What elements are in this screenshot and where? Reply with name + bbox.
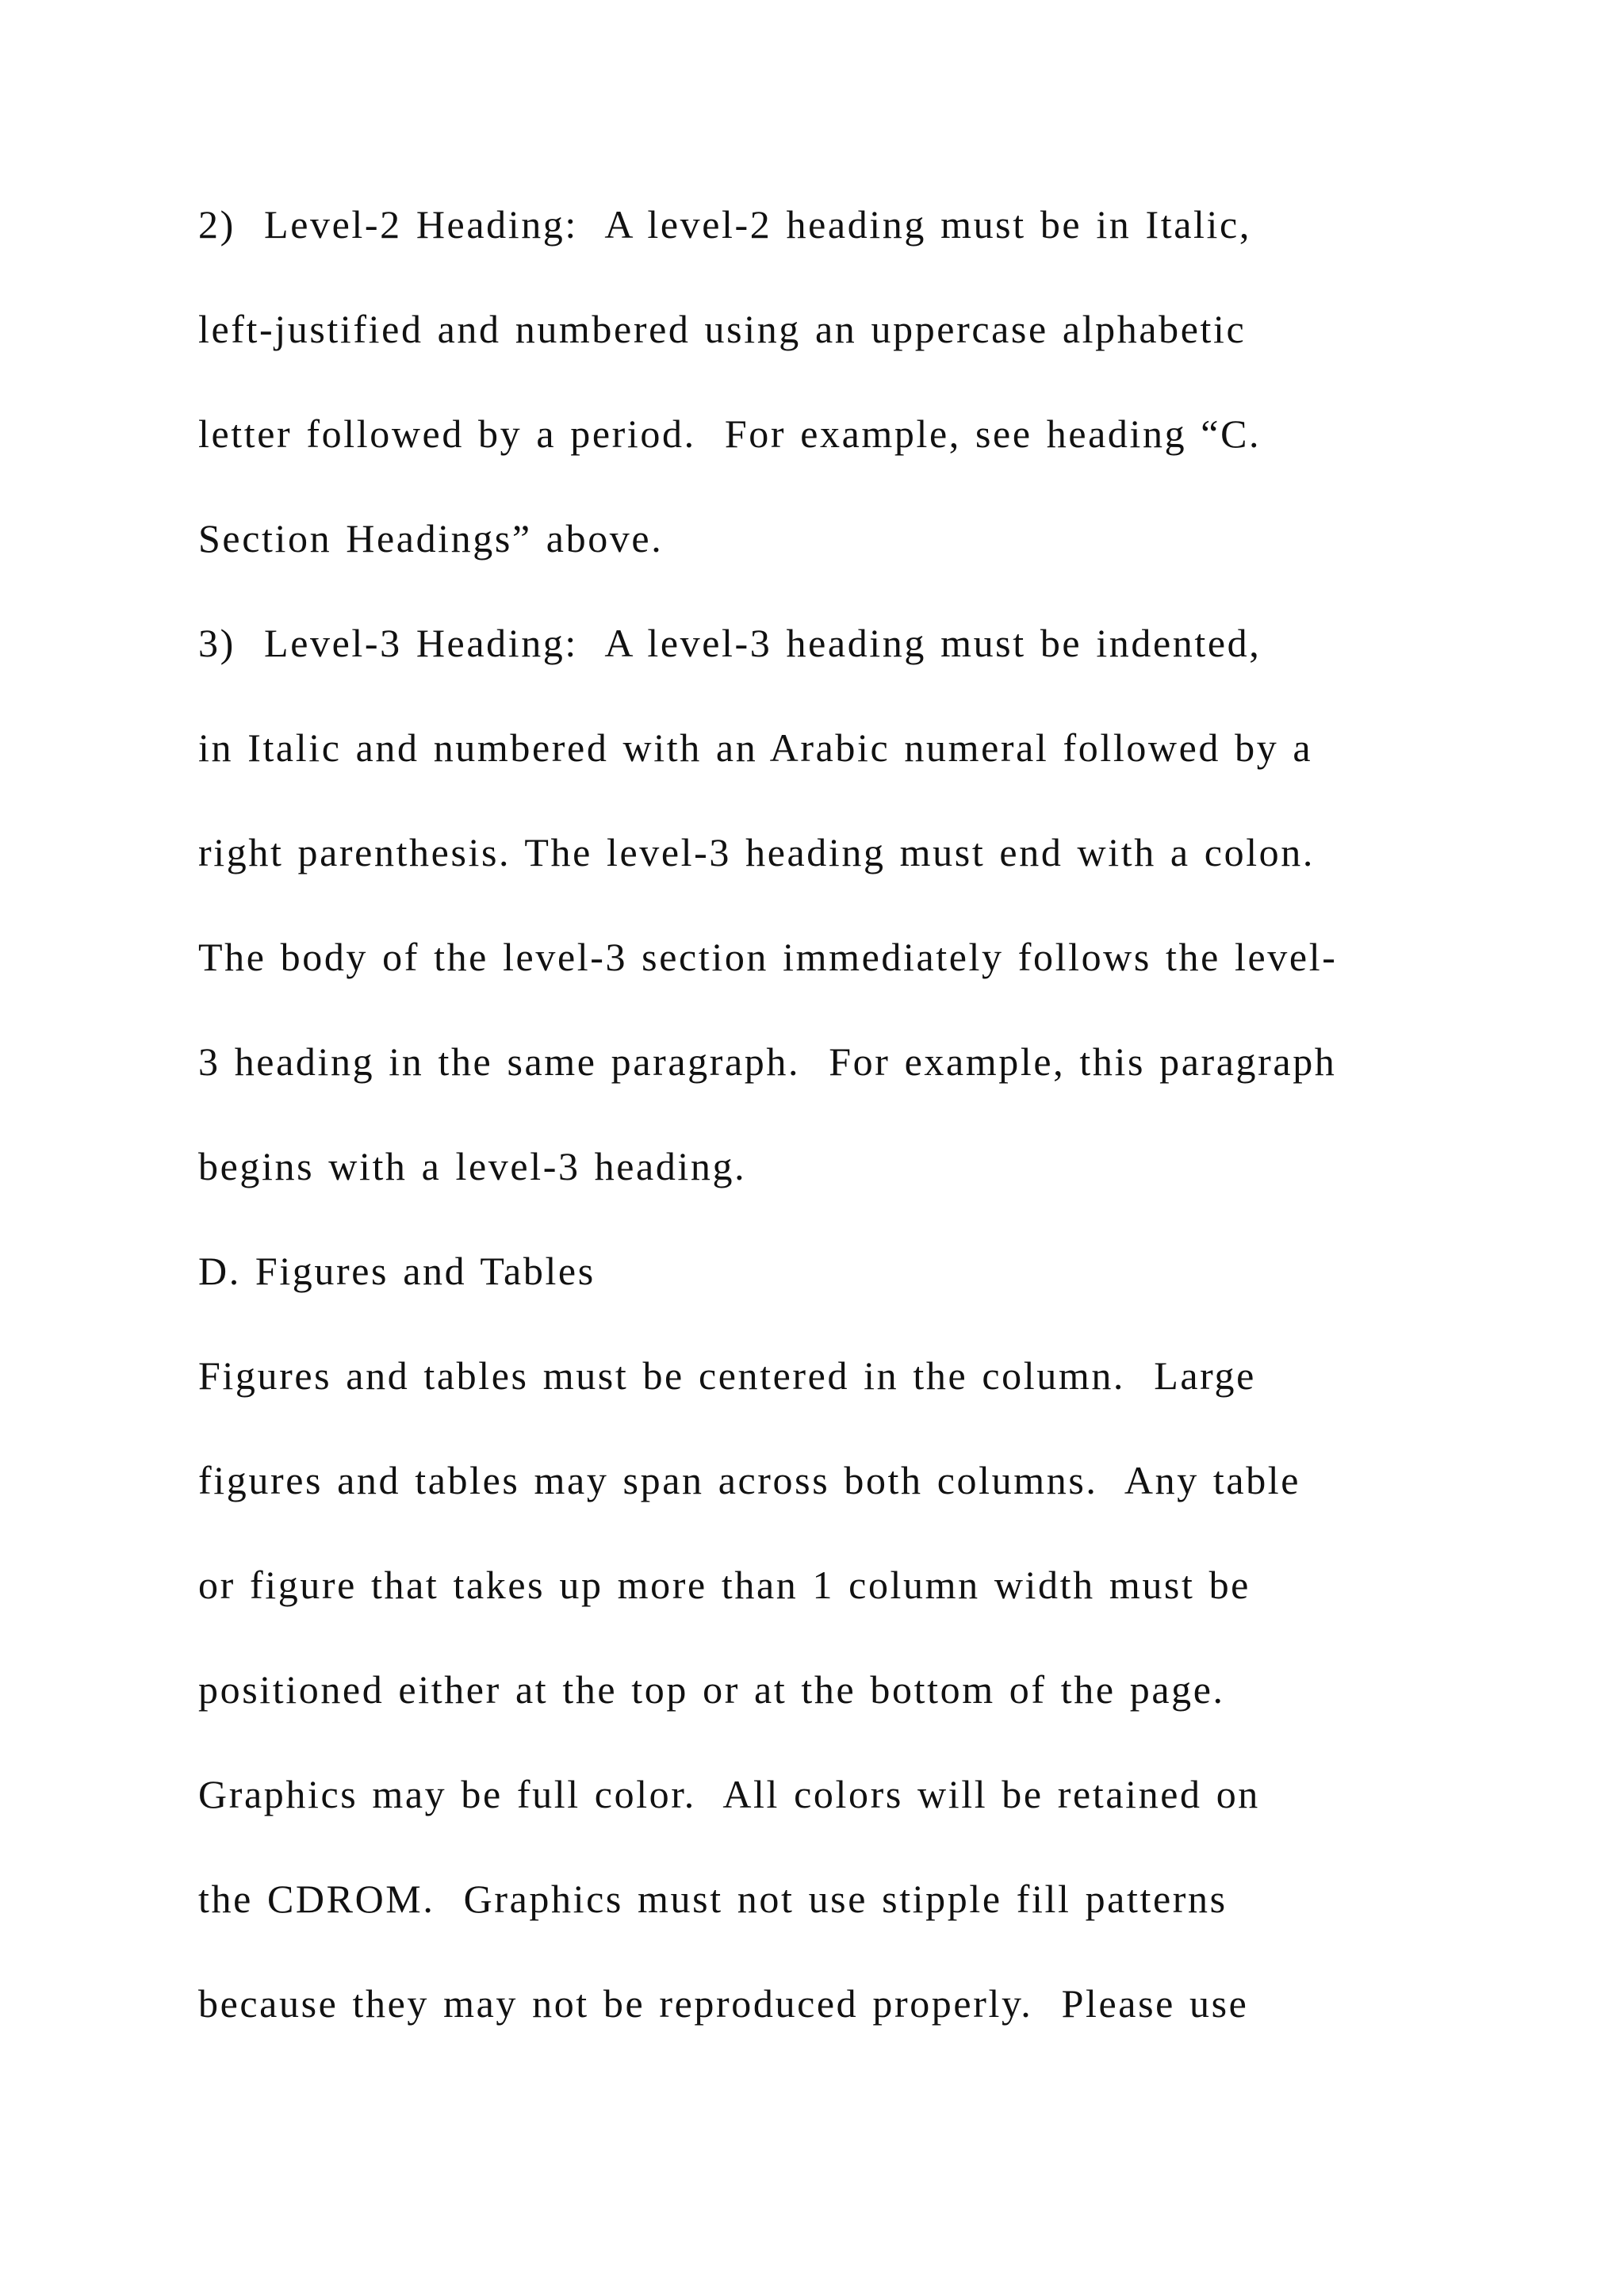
- text-line: figures and tables may span across both columns. Any table: [198, 1458, 1301, 1502]
- text-line: 2) Level-2 Heading: A level-2 heading must be in Italic,: [198, 202, 1251, 247]
- text-line: or figure that takes up more than 1 column width must be: [198, 1563, 1251, 1607]
- text-line: begins with a level-3 heading.: [198, 1144, 747, 1188]
- text-line: The body of the level-3 section immediately follows the level-: [198, 935, 1338, 979]
- section-heading: D. Figures and Tables: [198, 1249, 596, 1293]
- text-line: right parenthesis. The level-3 heading must end with a colon.: [198, 830, 1315, 874]
- text-line: because they may not be reproduced properly. Please use: [198, 1981, 1249, 2026]
- text-line: in Italic and numbered with an Arabic numeral followed by a: [198, 725, 1313, 770]
- text-line: left-justified and numbered using an uppercase alphabetic: [198, 307, 1247, 351]
- text-line: positioned either at the top or at the bottom of the page.: [198, 1667, 1225, 1712]
- text-line: Section Headings” above.: [198, 516, 664, 561]
- text-line: 3 heading in the same paragraph. For example, this paragraph: [198, 1039, 1337, 1084]
- text-line: letter followed by a period. For example, see heading “C.: [198, 411, 1262, 456]
- text-line: 3) Level-3 Heading: A level-3 heading must be indented,: [198, 621, 1262, 665]
- body-text: [198, 189, 1483, 2073]
- text-line: Figures and tables must be centered in the column. Large: [198, 1353, 1256, 1398]
- text-line: the CDROM. Graphics must not use stipple fill patterns: [198, 1877, 1228, 1921]
- text-line: Graphics may be full color. All colors will be retained on: [198, 1772, 1260, 1816]
